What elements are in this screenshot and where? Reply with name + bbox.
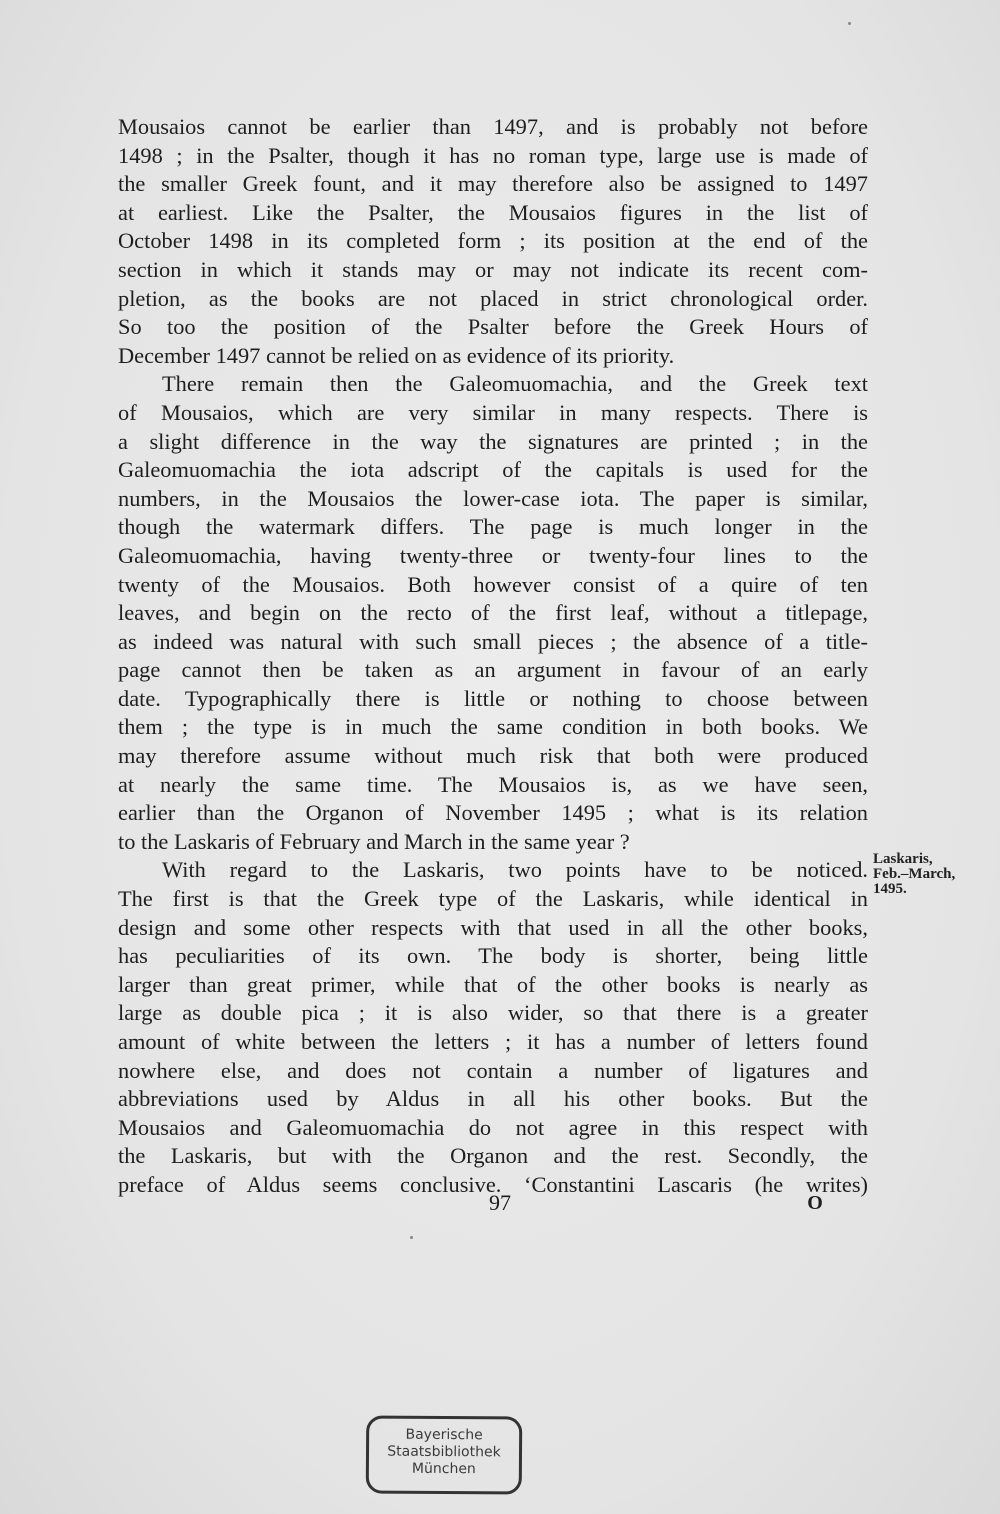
text-line: Mousaios and Galeomuomachia do not agree in this respect with (118, 1114, 868, 1140)
text-line: The first is that the Greek type of the Laskaris, while identical in (118, 886, 868, 912)
text-line: leaves, and begin on the recto of the first leaf, without a titlepage, (118, 600, 868, 626)
library-stamp (366, 1415, 523, 1494)
text-line: preface of Aldus seems conclusive. ‘Constantini Lascaris (he writes) (118, 1171, 868, 1197)
text-line: There remain then the Galeomuomachia, and the Greek text (162, 371, 868, 397)
text-line: section in which it stands may or may not indicate its recent com- (118, 256, 868, 282)
text-line: larger than great primer, while that of the other books is nearly as (118, 971, 868, 997)
marginal-note (873, 852, 993, 897)
page-number: 97 (489, 1190, 511, 1215)
text-line: the Laskaris, but with the Organon and the rest. Secondly, the (118, 1143, 868, 1169)
text-line: October 1498 in its completed form ; its position at the end of the (118, 228, 868, 254)
marginal-note-line: Feb.–March, (873, 866, 956, 882)
stamp-line: München (411, 1460, 476, 1478)
text-line: December 1497 cannot be relied on as evidence of its priority. (118, 342, 675, 368)
text-line: at earliest. Like the Psalter, the Mousaios figures in the list of (118, 199, 868, 225)
text-line: as indeed was natural with such small pieces ; the absence of a title- (118, 628, 868, 654)
text-line: earlier than the Organon of November 1495 ; what is its relation (118, 800, 868, 826)
text-line: may therefore assume without much risk that both were produced (118, 743, 868, 769)
text-line: of Mousaios, which are very similar in many respects. There is (118, 399, 868, 425)
text-line: With regard to the Laskaris, two points have to be noticed. (162, 857, 868, 883)
text-line: them ; the type is in much the same condition in both books. We (118, 714, 868, 740)
text-line: So too the position of the Psalter before the Greek Hours of (118, 314, 868, 340)
text-line: Mousaios cannot be earlier than 1497, and is probably not before (118, 114, 868, 139)
paper-speck (848, 22, 851, 25)
text-line: date. Typographically there is little or nothing to choose between (118, 685, 868, 711)
text-line: the smaller Greek fount, and it may therefore also be assigned to 1497 (118, 171, 868, 197)
text-line: numbers, in the Mousaios the lower-case iota. The paper is similar, (118, 485, 868, 511)
paper-speck (410, 1236, 413, 1239)
text-line: nowhere else, and does not contain a number of ligatures and (118, 1057, 868, 1083)
body-text (118, 113, 868, 1200)
text-line: Galeomuomachia the iota adscript of the capitals is used for the (118, 457, 868, 483)
text-line: a slight difference in the way the signatures are printed ; in the (118, 428, 868, 454)
text-line: to the Laskaris of February and March in the same year ? (118, 828, 630, 854)
text-line: abbreviations used by Aldus in all his other books. But the (118, 1086, 868, 1112)
text-line: amount of white between the letters ; it has a number of letters found (118, 1029, 868, 1054)
marginal-note-line: Laskaris, (873, 851, 933, 867)
text-line: at nearly the same time. The Mousaios is, as we have seen, (118, 771, 868, 797)
stamp-line: Bayerische (405, 1426, 483, 1444)
signature-mark: O (807, 1192, 823, 1214)
marginal-note-line: 1495. (873, 881, 907, 897)
text-line: large as double pica ; it is also wider, so that there is a greater (118, 1000, 868, 1026)
text-line: page cannot then be taken as an argument in favour of an early (118, 657, 868, 683)
text-line: 1498 ; in the Psalter, though it has no roman type, large use is made of (118, 142, 868, 168)
text-line: design and some other respects with that used in all the other books, (118, 914, 868, 940)
text-line: though the watermark differs. The page is much longer in the (118, 514, 868, 540)
text-lines (118, 113, 868, 1200)
text-line: pletion, as the books are not placed in strict chronological order. (118, 285, 868, 311)
text-line: has peculiarities of its own. The body is shorter, being little (118, 943, 868, 969)
text-line: Galeomuomachia, having twenty-three or twenty-four lines to the (118, 542, 868, 568)
stamp-line: Staatsbibliothek (387, 1443, 501, 1461)
text-line: twenty of the Mousaios. Both however consist of a quire of ten (118, 571, 868, 597)
